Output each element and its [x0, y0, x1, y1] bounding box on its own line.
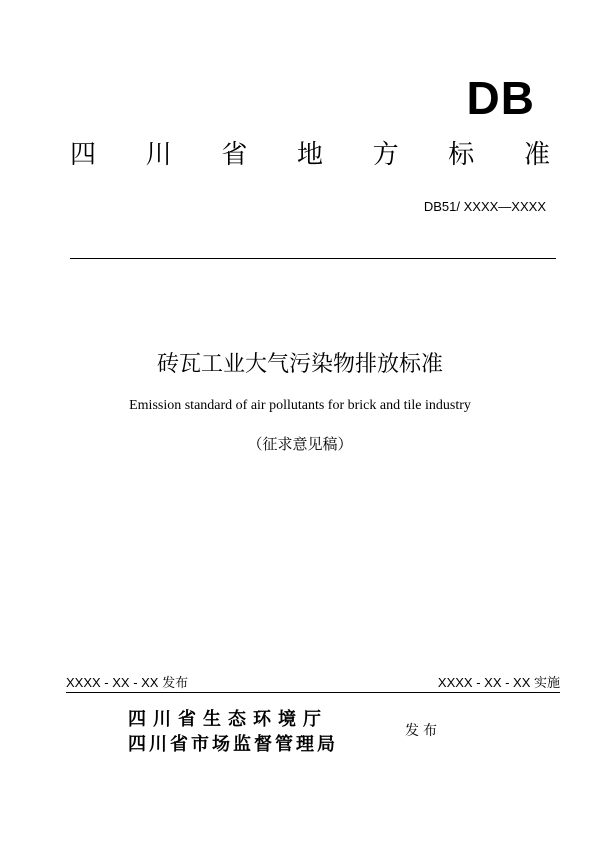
standard-level-char: 省	[221, 140, 248, 170]
title-chinese: 砖瓦工业大气污染物排放标准	[156, 352, 443, 377]
issuer-market-regulation-bureau: 四川省市场监督管理局	[128, 734, 338, 755]
issuing-authorities	[128, 707, 338, 757]
header-divider	[70, 258, 556, 259]
title-english: Emission standard of air pollutants for brick and tile industry	[129, 398, 471, 413]
standard-level-title	[70, 138, 550, 172]
standard-level-char: 标	[448, 140, 475, 170]
footer-divider	[66, 692, 560, 693]
issue-date: XXXX - XX - XX 发布	[66, 675, 189, 690]
db-mark: DB	[466, 72, 535, 124]
standard-number: DB51/ XXXX—XXXX	[423, 199, 546, 214]
issue-action: 发布	[405, 723, 441, 739]
implementation-date: XXXX - XX - XX 实施	[437, 675, 560, 690]
standard-level-char: 准	[523, 140, 550, 170]
issuer-ecology-department: 四川省生态环境厅	[128, 709, 328, 730]
standard-level-char: 地	[296, 140, 323, 170]
draft-note: （征求意见稿）	[247, 435, 353, 453]
standard-level-char: 四	[70, 140, 97, 170]
standard-level-char: 川	[145, 140, 172, 170]
standard-level-char: 方	[372, 140, 399, 170]
